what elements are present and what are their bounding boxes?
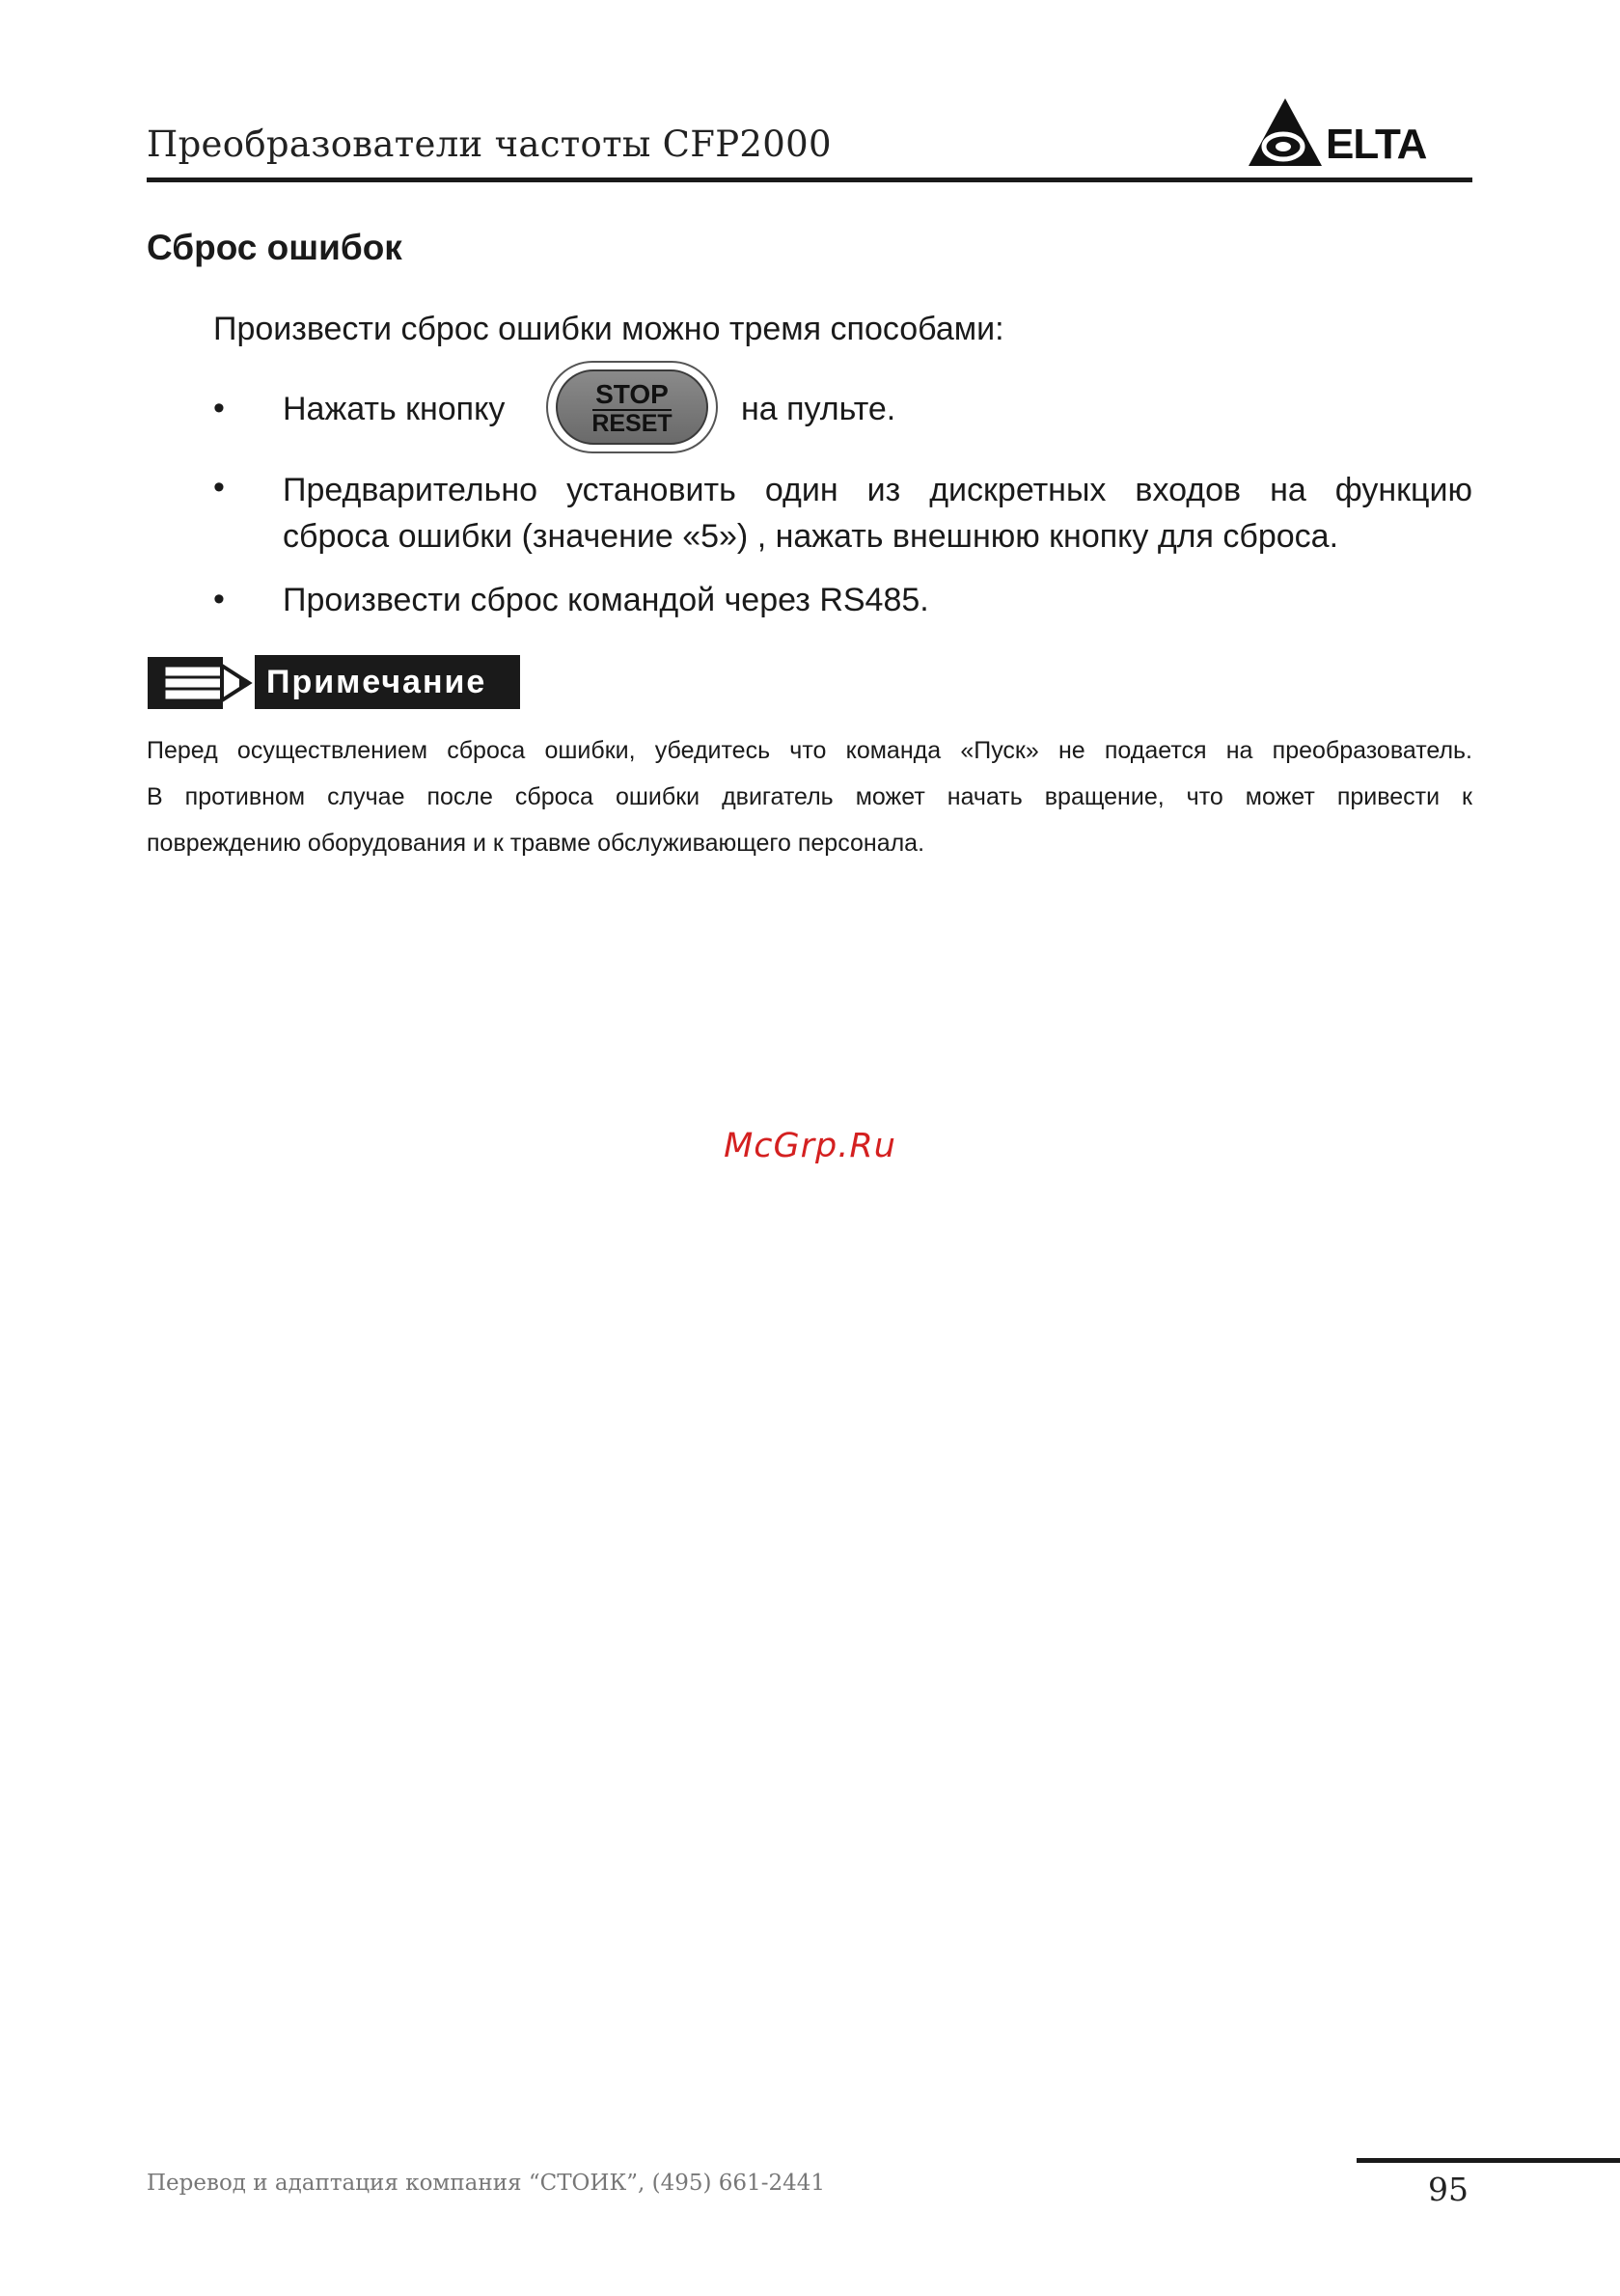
- intro-text: Произвести сброс ошибки можно тремя способами:: [213, 311, 1004, 347]
- bullet-1-text-after: на пульте.: [741, 391, 896, 427]
- reset-label: RESET: [591, 410, 673, 437]
- bullet-1-text-before: Нажать кнопку: [283, 391, 506, 427]
- logo-wordmark: ELTA: [1326, 121, 1427, 168]
- note-line: повреждению оборудования и к травме обслуживающего персонала.: [147, 830, 925, 857]
- note-text: [147, 727, 1472, 866]
- bullet-marker: •: [213, 581, 225, 617]
- stop-label: STOP: [595, 379, 669, 409]
- watermark: McGrp.Ru: [724, 1127, 896, 1165]
- pencil-note-icon: [147, 656, 255, 710]
- section-title: Сброс ошибок: [147, 228, 402, 267]
- note-line: Перед осуществлением сброса ошибки, убедитесь что команда «Пуск» не подается на преобразователь.: [147, 737, 1472, 764]
- page-number: 95: [1428, 2171, 1469, 2208]
- note-line: В противном случае после сброса ошибки двигатель может начать вращение, что может привести к: [147, 783, 1472, 810]
- stop-reset-button-image: [546, 361, 718, 453]
- stop-reset-button-face: [556, 369, 708, 445]
- document-header-title: Преобразователи частоты CFP2000: [147, 123, 832, 165]
- footer-credit: Перевод и адаптация компания “СТОИК”, (495) 661-2441: [147, 2171, 825, 2196]
- delta-logo: [1247, 95, 1474, 168]
- bullet-3-text: Произвести сброс командой через RS485.: [283, 582, 929, 618]
- header-divider: [147, 178, 1472, 182]
- bullet-marker: •: [213, 390, 225, 426]
- note-label: Примечание: [255, 655, 520, 709]
- footer-divider: [1357, 2158, 1620, 2163]
- bullet-2-line-2: сброса ошибки (значение «5») , нажать внешнюю кнопку для сброса.: [283, 518, 1339, 555]
- bullet-2-line-1: Предварительно установить один из дискретных входов на функцию: [283, 472, 1472, 508]
- delta-triangle-icon: [1247, 96, 1324, 168]
- bullet-marker: •: [213, 469, 225, 506]
